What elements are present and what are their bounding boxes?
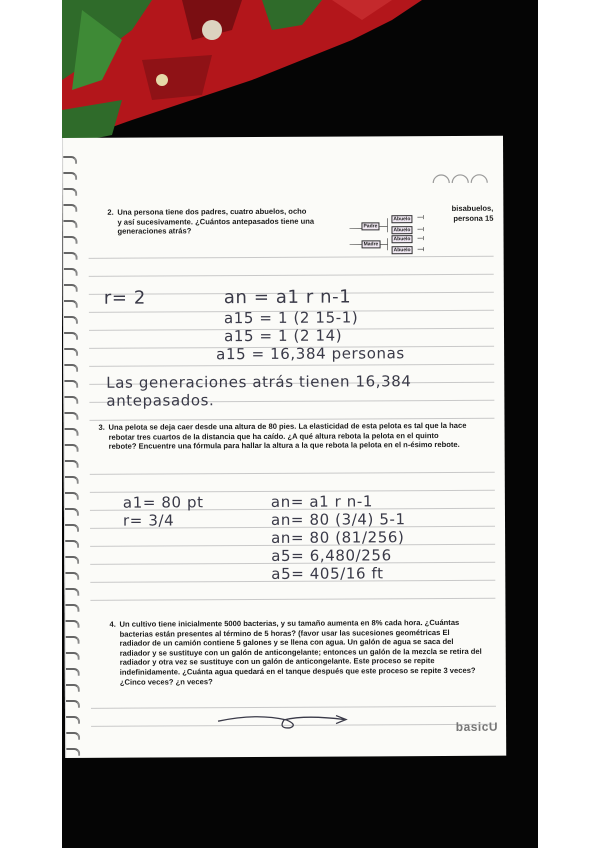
ruled-line [89, 256, 494, 259]
ruled-line [89, 364, 494, 367]
ruled-line [90, 472, 495, 475]
brand-logo: basicU [455, 719, 499, 734]
tree-abuelo-4: Abuelo [392, 246, 413, 254]
ruled-line [91, 706, 496, 709]
q3-formula-2: an= 80 (3/4) 5-1 [270, 510, 406, 529]
q2-answer-line-2: antepasados. [106, 391, 215, 410]
ruled-line [90, 598, 495, 601]
question-4-text: 4. Un cultivo tiene inicialmente 5000 bacterias, y su tamaño aumenta en 8% cada hora. ¿Cuántas bacterias están presentes al término de 5 horas? (favor usar las sucesiones geométricas El radiador de un camión contiene 5 galones y se llena con agua. Un galón de agua se saca del radiador y se sustituye con un galón de anticongelante; entonces un galón de la mezcla se retira del radiador y otra vez se sustituye con un galón de anticongelante. Este proceso se repite indefinidamente. ¿Cuánta agua quedará en el tanque después que este proceso se repite 3 veces? ¿Cinco veces? ¿n veces? [109, 617, 482, 687]
question-2-text: 2. Una persona tiene dos padres, cuatro abuelos, ocho y así sucesivamente. ¿Cuántos antepasados tiene una generaciones atrás? [107, 206, 315, 236]
q2-answer-line-1: Las generaciones atrás tienen 16,384 [106, 372, 412, 392]
q3-formula-4: a5= 6,480/256 [271, 546, 392, 565]
q2-formula-1: an = a1 r n-1 [223, 286, 352, 309]
tree-madre: Madre [362, 240, 381, 248]
q3-formula-5: a5= 405/16 ft [271, 564, 384, 583]
q3-formula-1: an= a1 r n-1 [270, 492, 374, 511]
spiral-binding [63, 156, 80, 756]
q3-formula-3: an= 80 (81/256) [271, 528, 405, 547]
christmas-fabric-image [62, 0, 538, 150]
q2-formula-2: a15 = 1 (2 15-1) [223, 308, 359, 328]
question-2-side-text: bisabuelos, persona 15 [451, 203, 494, 223]
tree-abuelo-3: Abuelo [392, 235, 413, 243]
q2-ratio: r= 2 [103, 287, 146, 309]
q2-formula-4: a15 = 16,384 personas [216, 344, 405, 364]
tree-connector-lines [349, 212, 439, 256]
tree-abuelo-2: Abuelo [391, 226, 412, 234]
notebook-page [62, 136, 506, 758]
question-3-text: 3. Una pelota se deja caer desde una altura de 80 pies. La elasticidad de esta pelota es tal que la hace rebotar tres cuartos de la distancia que ha caído. ¿A qué altura rebota la pelota en el quinto rebote? Encuentre una fórmula para hallar la altura a la que rebota la pelota en el n-ésimo rebote. [98, 420, 467, 451]
q3-first-term: a1= 80 pt [122, 493, 204, 512]
brand-logo-icon [431, 170, 489, 184]
tree-abuelo-1: Abuelo [391, 215, 412, 223]
handwritten-arrow-icon [216, 710, 356, 731]
q2-formula-3: a15 = 1 (2 14) [223, 326, 343, 346]
ruled-line [89, 274, 494, 277]
q3-ratio: r= 3/4 [122, 511, 175, 530]
tree-padre: Padre [361, 222, 379, 230]
